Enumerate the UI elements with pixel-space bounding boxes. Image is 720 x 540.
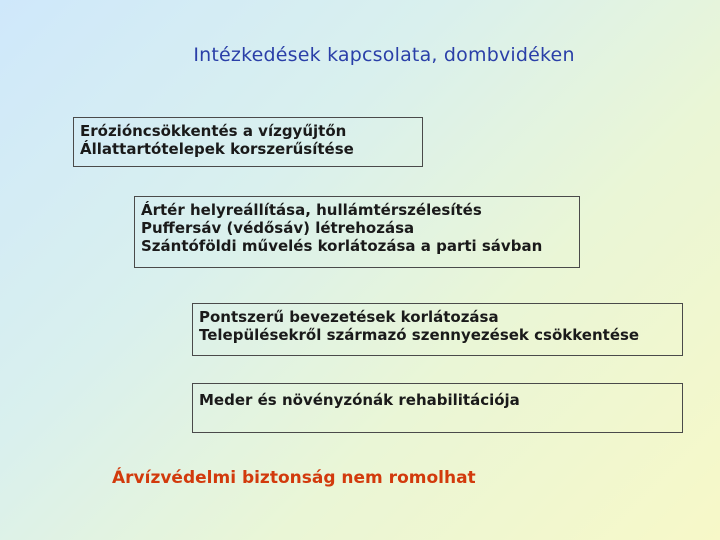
measure-line: Szántóföldi művelés korlátozása a parti sávban [141, 237, 543, 255]
measure-line: Erózióncsökkentés a vízgyűjtőn [80, 122, 347, 140]
measure-line: Puffersáv (védősáv) létrehozása [141, 219, 415, 237]
measure-box-point-sources [192, 303, 683, 356]
measure-box-riverbed [192, 383, 683, 433]
measure-line: Pontszerű bevezetések korlátozása [199, 308, 499, 326]
measure-line: Ártér helyreállítása, hullámtérszélesítés [141, 201, 482, 219]
measure-box-erosion [73, 117, 423, 167]
measure-line: Meder és növényzónák rehabilitációja [199, 391, 520, 409]
slide-title: Intézkedések kapcsolata, dombvidéken [193, 44, 575, 66]
flood-safety-note: Árvízvédelmi biztonság nem romolhat [112, 468, 476, 488]
measure-line: Állattartótelepek korszerűsítése [80, 140, 354, 158]
measure-line: Településekről származó szennyezések csökkentése [199, 326, 640, 344]
measure-box-floodplain [134, 196, 580, 268]
